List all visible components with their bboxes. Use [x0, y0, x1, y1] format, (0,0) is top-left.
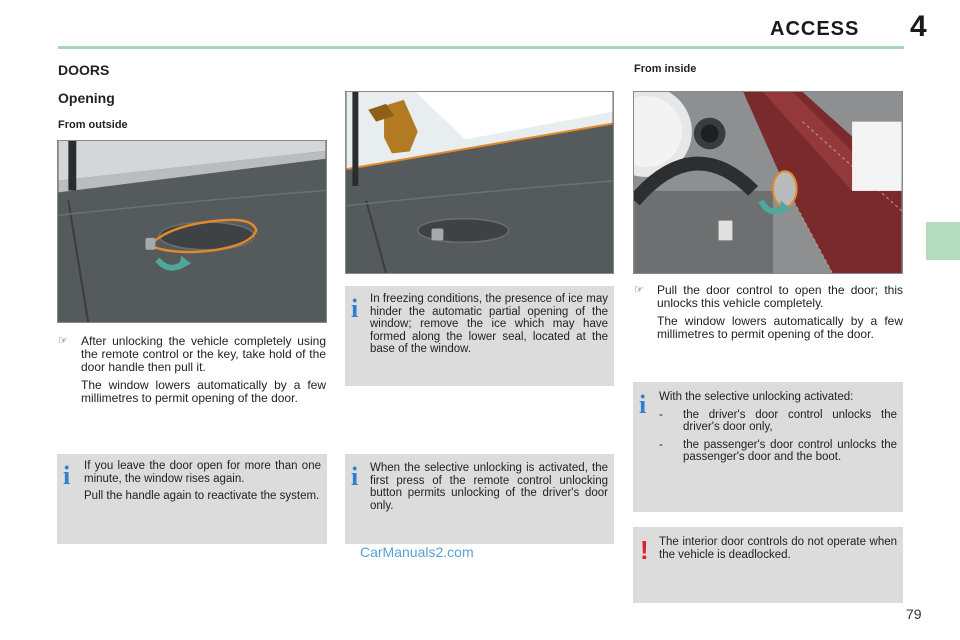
- note-text: In freezing conditions, the presence of ice may hinder the automatic partial opening of the window; remove the ice which may have formed along the lower seal, located at the base of the window.: [370, 293, 608, 355]
- note-text: When the selective unlocking is activated, the first press of the remote control unlocking button permits unlocking of the driver's door only.: [370, 462, 608, 512]
- outside-heading: From outside: [58, 119, 128, 131]
- page-number: 79: [906, 606, 922, 622]
- exterior-door-handle-illustration: [57, 140, 327, 323]
- info-icon: i: [351, 462, 359, 491]
- warning-note-deadlock: [633, 527, 903, 603]
- outside-window-text: The window lowers automatically by a few millimetres to permit opening of the door.: [81, 378, 326, 405]
- note-text: Pull the handle again to reactivate the system.: [84, 490, 320, 502]
- pointing-hand-icon: ☞: [634, 284, 644, 296]
- note-text: With the selective unlocking activated:: [659, 391, 854, 403]
- inside-instructions: [634, 284, 903, 346]
- section-subtitle: Opening: [58, 90, 115, 106]
- outside-step-text: After unlocking the vehicle completely using the remote control or the key, take hold of the door handle then pull it.: [81, 334, 326, 374]
- watermark: CarManuals2.com: [360, 544, 474, 560]
- inside-step-text: Pull the door control to open the door; this unlocks this vehicle completely.: [657, 283, 903, 310]
- info-note-selective-inside: [633, 382, 903, 512]
- note-text: The interior door controls do not operate when the vehicle is deadlocked.: [659, 536, 897, 561]
- chapter-title: ACCESS: [770, 18, 860, 40]
- info-note-door-open: [57, 454, 327, 544]
- inside-window-text: The window lowers automatically by a few millimetres to permit opening of the door.: [657, 314, 903, 341]
- info-icon: i: [63, 461, 71, 490]
- interior-door-control-illustration: [633, 91, 903, 274]
- header-divider: [58, 46, 904, 49]
- info-icon: i: [639, 390, 647, 419]
- section-title: DOORS: [58, 62, 110, 78]
- chapter-number: 4: [910, 10, 927, 43]
- info-icon: i: [351, 294, 359, 323]
- list-item: - the passenger's door control unlocks the passenger's door and the boot.: [659, 438, 897, 463]
- chapter-side-tab: [926, 222, 960, 260]
- inside-heading: From inside: [634, 63, 697, 75]
- outside-instructions: [58, 335, 326, 410]
- info-note-selective-remote: [345, 454, 614, 544]
- note-text: If you leave the door open for more than one minute, the window rises again.: [84, 460, 321, 485]
- list-item: - the driver's door control unlocks the driver's door only,: [659, 408, 897, 433]
- warning-icon: !: [640, 535, 649, 565]
- info-note-freezing: [345, 286, 614, 386]
- pointing-hand-icon: ☞: [58, 335, 68, 347]
- ice-scraper-illustration: [345, 91, 614, 274]
